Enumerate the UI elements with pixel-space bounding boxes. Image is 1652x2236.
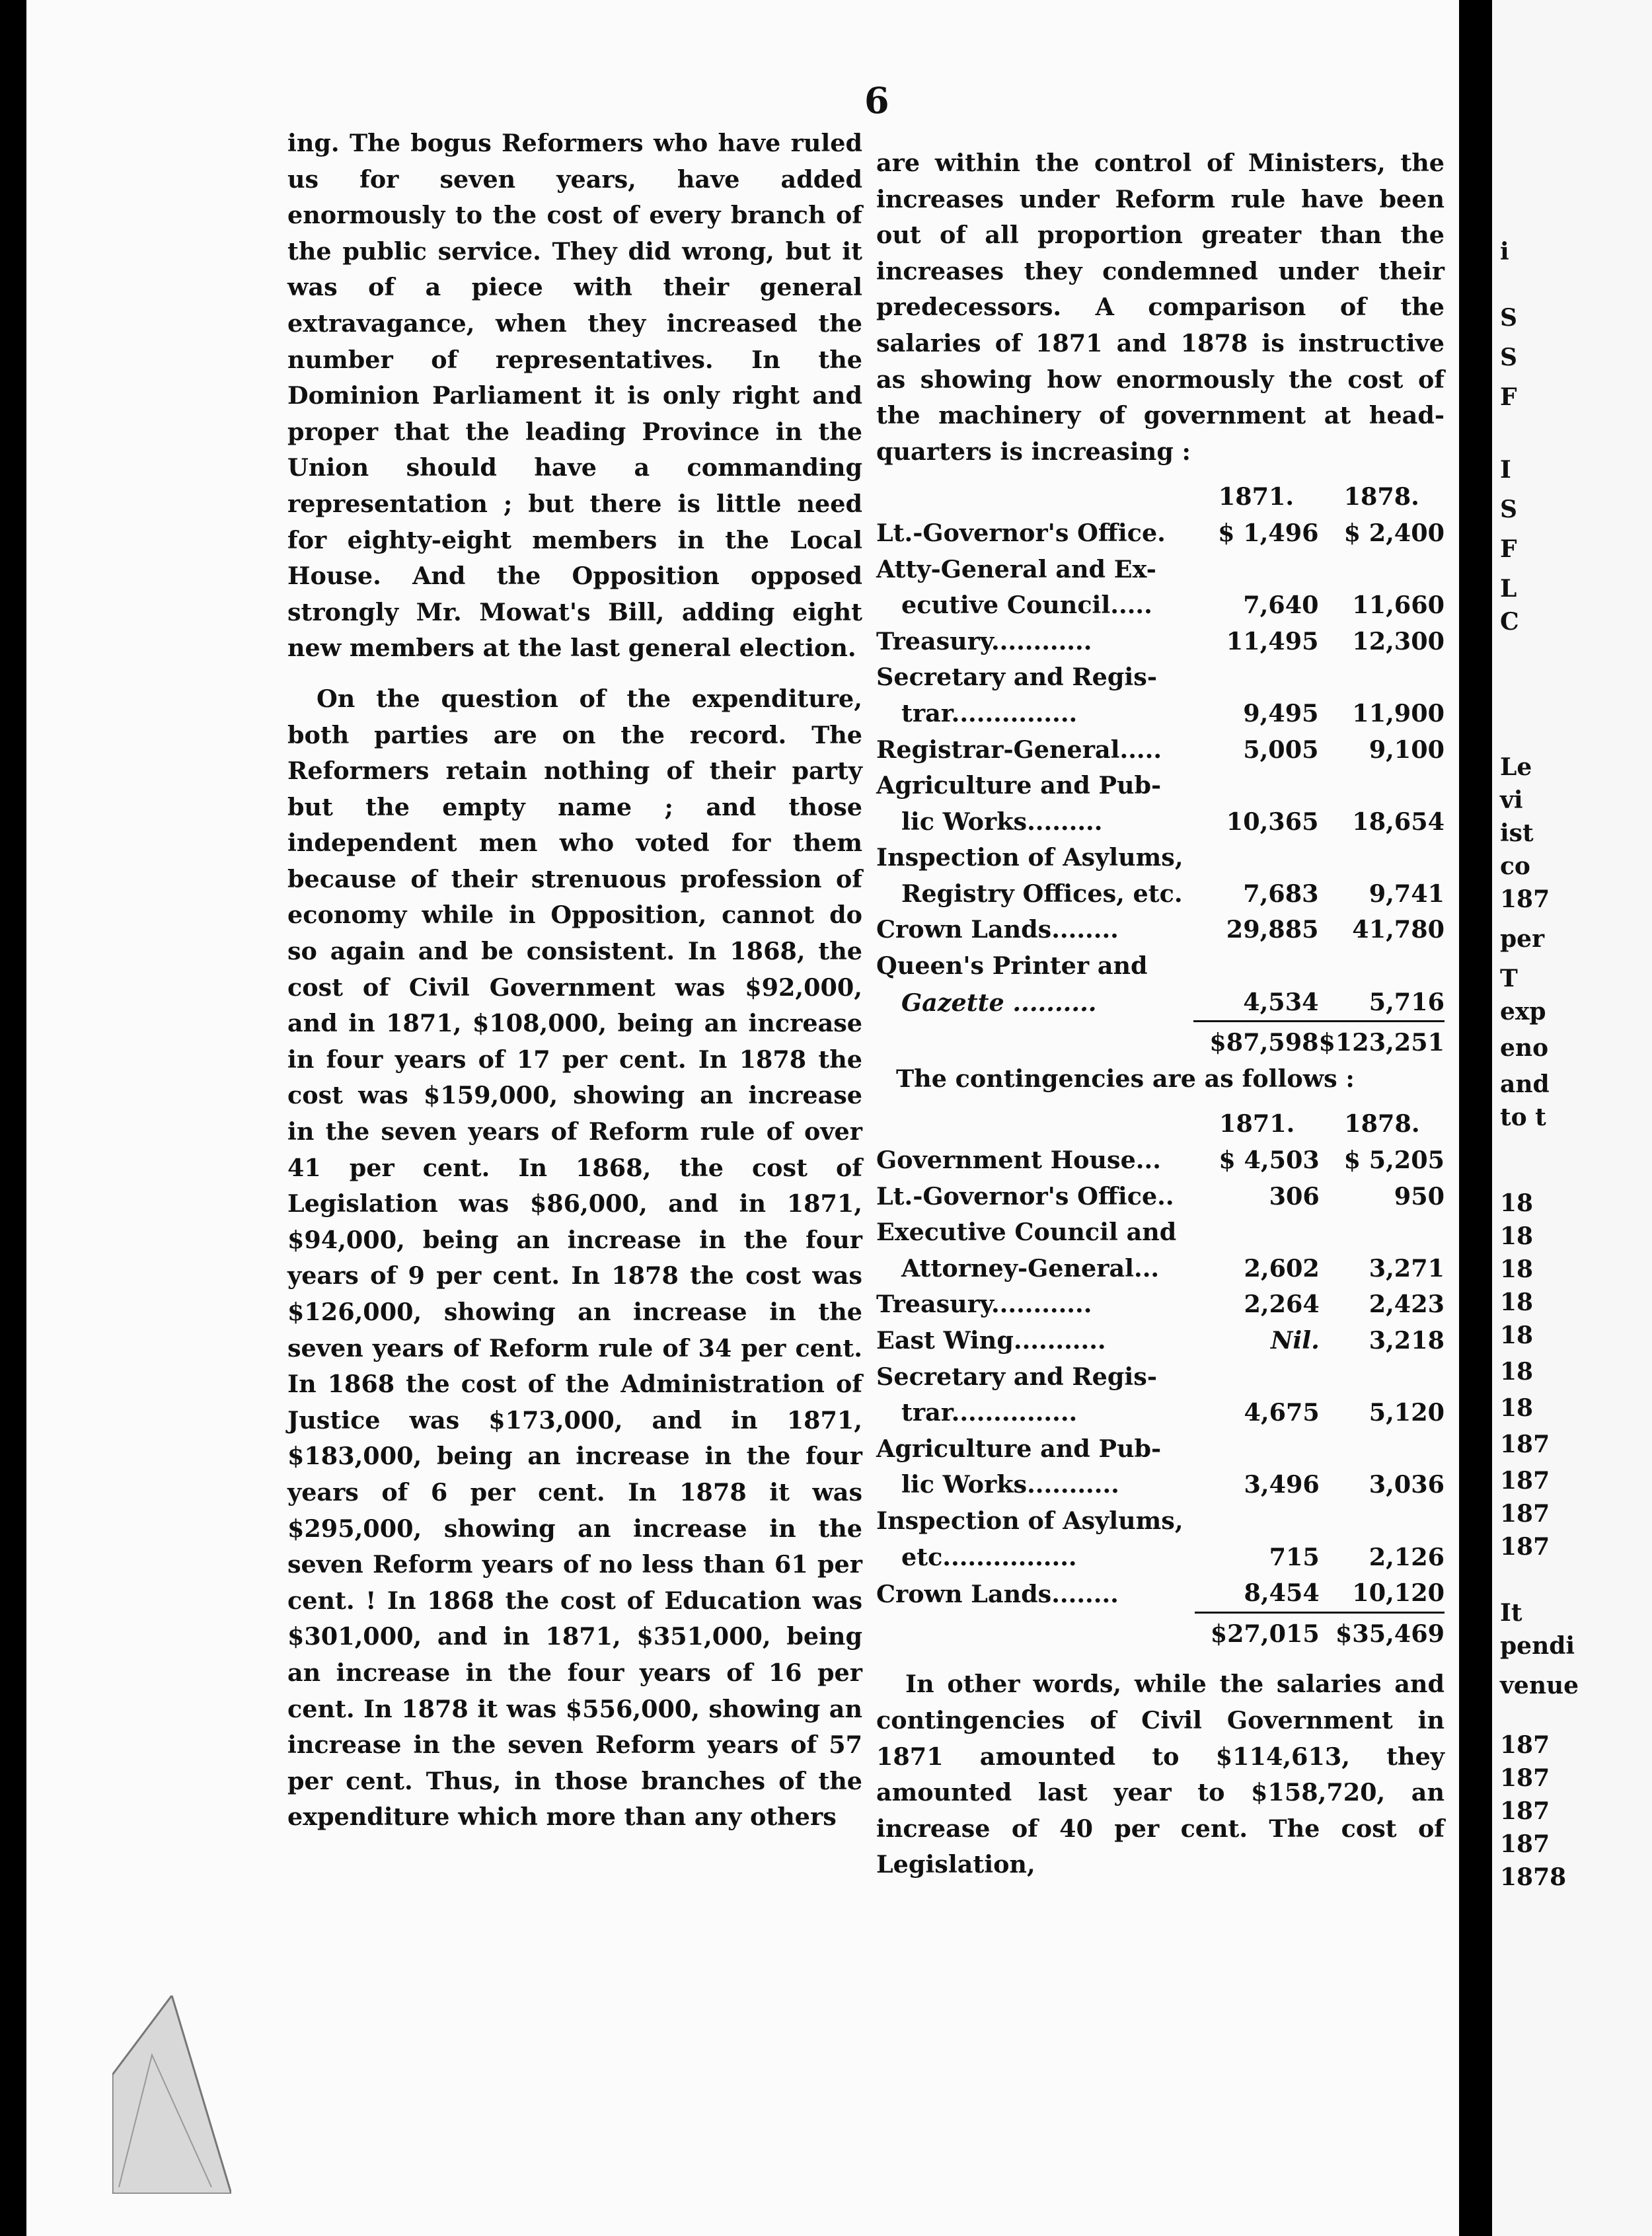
salaries-row-value-1878 <box>1319 659 1445 696</box>
contingencies-row-value-1878 <box>1320 1431 1445 1468</box>
salaries-row-value-1878: 41,780 <box>1352 915 1445 944</box>
salaries-row <box>876 948 1445 985</box>
next-page-fragment: 18 <box>1500 1189 1534 1217</box>
next-page-fragment: S <box>1500 344 1517 371</box>
next-page-fragment: 187 <box>1500 1830 1550 1858</box>
contingencies-header-row <box>876 1106 1445 1142</box>
salaries-row <box>876 912 1445 948</box>
salaries-col-1871: 1871. <box>1218 482 1295 511</box>
next-page-fragment: 1878 <box>1500 1863 1567 1891</box>
salaries-total-1871: $87,598 <box>1193 1022 1318 1061</box>
contingencies-row-value-1878: $ 5,205 <box>1343 1146 1445 1175</box>
right-closing-paragraph: In other words, while the salaries and contingencies of Civil Government in 1871 amounted to $114,613, they amounted last year to $158,720, an increase of 40 per cent. The cost of Legislation, <box>876 1670 1445 1879</box>
contingencies-row <box>876 1142 1445 1179</box>
contingencies-total-1878: $35,469 <box>1320 1612 1445 1652</box>
salaries-row-label: Crown Lands........ <box>876 915 1119 944</box>
contingencies-row-value-1871: 306 <box>1269 1181 1320 1211</box>
salaries-row-label: Registry Offices, etc. <box>901 879 1183 908</box>
salaries-row-label: Agriculture and Pub- <box>876 771 1162 800</box>
salaries-row <box>876 696 1445 732</box>
next-page-fragment: 187 <box>1500 1764 1550 1792</box>
contingencies-row <box>876 1214 1445 1251</box>
salaries-row-value-1871: 9,495 <box>1243 698 1319 727</box>
salaries-row-value-1878 <box>1319 948 1445 985</box>
contingencies-row <box>876 1431 1445 1468</box>
contingencies-table <box>876 1106 1445 1652</box>
next-page-fragment: 187 <box>1500 1467 1550 1495</box>
next-page-fragment: 187 <box>1500 1533 1550 1561</box>
contingencies-row-value-1871: 2,602 <box>1244 1253 1320 1283</box>
next-page-fragment: ist <box>1500 819 1534 847</box>
right-column <box>876 145 1445 1883</box>
next-page-fragment: F <box>1500 535 1517 563</box>
next-page-fragment: C <box>1500 608 1519 636</box>
contingencies-row-value-1871 <box>1195 1214 1320 1251</box>
salaries-row <box>876 515 1445 552</box>
salaries-row-value-1871: 7,683 <box>1243 879 1319 908</box>
salaries-row-value-1871: 29,885 <box>1226 915 1319 944</box>
salaries-row-value-1871 <box>1193 948 1318 985</box>
salaries-row-value-1878: $ 2,400 <box>1343 518 1445 547</box>
contingencies-row-value-1878 <box>1320 1503 1445 1540</box>
contingencies-row <box>876 1323 1445 1359</box>
contingencies-row-label: Inspection of Asylums, <box>876 1506 1183 1535</box>
salaries-col-1878: 1878. <box>1343 482 1419 511</box>
next-page-fragment: 187 <box>1500 1431 1550 1458</box>
next-page-fragment: I <box>1500 456 1511 484</box>
contingencies-row-value-1871 <box>1195 1431 1320 1468</box>
contingencies-row-label: Agriculture and Pub- <box>876 1434 1162 1463</box>
right-intro-paragraph: are within the control of Ministers, the increases under Reform rule have been out of all proportion greater than the increases they condemned under their predecessors. A comparison of the salaries of 1871 and 1878 is instructive as showing how enormously the cost of the machinery of government at head-quarters is increasing : <box>876 149 1445 466</box>
contingencies-row <box>876 1179 1445 1215</box>
salaries-row-value-1878: 5,716 <box>1369 987 1445 1016</box>
next-page-fragment: 18 <box>1500 1322 1534 1349</box>
next-page-fragment: venue <box>1500 1672 1579 1699</box>
contingencies-col-1878: 1878. <box>1344 1109 1420 1138</box>
next-page-fragment: It <box>1500 1599 1522 1627</box>
next-page-fragment: pendi <box>1500 1632 1575 1660</box>
next-page-fragment: 18 <box>1500 1358 1534 1386</box>
contingencies-row-label: East Wing........... <box>876 1326 1106 1355</box>
next-page-fragment: 187 <box>1500 1797 1550 1825</box>
contingencies-row-label: Attorney-General... <box>901 1253 1160 1283</box>
salaries-row-value-1878 <box>1319 768 1445 804</box>
salaries-row <box>876 768 1445 804</box>
salaries-row <box>876 804 1445 840</box>
contingencies-row-value-1878: 2,126 <box>1369 1542 1445 1571</box>
salaries-total-row <box>876 1022 1445 1061</box>
contingencies-row <box>876 1359 1445 1396</box>
page-number: 6 <box>864 79 889 122</box>
contingencies-row <box>876 1467 1445 1503</box>
salaries-row-value-1871 <box>1193 552 1318 588</box>
salaries-row-value-1878: 11,900 <box>1352 698 1445 727</box>
contingencies-col-1871: 1871. <box>1219 1109 1295 1138</box>
next-page-fragment: S <box>1500 304 1517 332</box>
contingencies-row-value-1871: $ 4,503 <box>1219 1146 1320 1175</box>
salaries-row-label: Gazette .......... <box>901 988 1097 1018</box>
contingencies-row-value-1871 <box>1195 1503 1320 1540</box>
contingencies-row-value-1878 <box>1320 1359 1445 1396</box>
contingencies-caption: The contingencies are as follows : <box>896 1064 1355 1093</box>
page-fold-corner <box>112 1995 231 2194</box>
left-paragraph-2: On the question of the expenditure, both parties are on the record. The Reformers retain nothing of their party but the empty name ; and those independent men who voted for them because of their strenuous profession of economy while in Opposition, cannot do so again and be consistent. In 1868, the cost of Civil Government was $92,000, and in 1871, $108,000, being an increase in four years of 17 per cent. In 1878 the cost was $159,000, showing an increase in the seven years of Reform rule of over 41 per cent. In 1868, the cost of Legislation was $86,000, and in 1871, $94,000, being an increase in the four years of 9 per cent. In 1878 the cost was $126,000, showing an increase in the seven years of Reform rule of 34 per cent. In 1868 the cost of the Administration of Justice was $173,000, and in 1871, $183,000, being an increase in the four years of 6 per cent. In 1878 it was $295,000, showing an increase in the seven Reform years of no less than 61 per cent. ! In 1868 the cost of Education was $301,000, and in 1871, $351,000, being an increase in the four years of 16 per cent. In 1878 it was $556,000, showing an increase in the seven Reform years of 57 per cent. Thus, in those branches of the expenditure which more than any others <box>287 684 862 1832</box>
next-page-fragment: L <box>1500 575 1517 603</box>
left-paragraph-1: ing. The bogus Reformers who have ruled us for seven years, have added enormously to the cost of every branch of the public service. They did wrong, but it was of a piece with their general extravagance, when they increased the number of representatives. In the Dominion Parliament it is only right and proper that the leading Province in the Union should have a commanding representation ; but there is little need for eighty-eight members in the Local House. And the Opposition opposed strongly Mr. Mowat's Bill, adding eight new members at the last general election. <box>287 129 862 663</box>
salaries-row-label: trar............... <box>901 698 1078 727</box>
contingencies-row-value-1871: 4,675 <box>1244 1398 1320 1427</box>
left-column <box>287 126 862 1836</box>
salaries-row-value-1878: 9,100 <box>1369 735 1445 764</box>
salaries-row-label: Inspection of Asylums, <box>876 843 1183 872</box>
contingencies-total-row <box>876 1612 1445 1652</box>
page <box>26 0 1459 2236</box>
salaries-row-value-1878 <box>1319 552 1445 588</box>
contingencies-row <box>876 1503 1445 1540</box>
next-page-fragment: S <box>1500 496 1517 523</box>
contingencies-row-value-1878: 950 <box>1394 1181 1445 1211</box>
contingencies-row-label: Secretary and Regis- <box>876 1362 1157 1391</box>
next-page-fragment: co <box>1500 852 1530 880</box>
next-page-fragment: Le <box>1500 753 1532 781</box>
salaries-row-label: Registrar-General..... <box>876 735 1162 764</box>
next-page-fragment: exp <box>1500 998 1546 1025</box>
salaries-row-label: Lt.-Governor's Office. <box>876 518 1166 547</box>
contingencies-row-value-1878: 2,423 <box>1369 1290 1445 1319</box>
salaries-row <box>876 659 1445 696</box>
salaries-row-label: ecutive Council..... <box>901 591 1152 620</box>
salaries-row-value-1871 <box>1193 840 1318 876</box>
salaries-row-value-1871: 7,640 <box>1243 591 1319 620</box>
next-page-fragment: 187 <box>1500 1731 1550 1759</box>
salaries-row-label: lic Works......... <box>901 807 1103 836</box>
salaries-row-value-1871: 11,495 <box>1226 626 1319 655</box>
contingencies-row-value-1878: 3,218 <box>1369 1326 1445 1355</box>
salaries-row <box>876 985 1445 1022</box>
salaries-row-value-1871 <box>1193 659 1318 696</box>
salaries-row-value-1871: 10,365 <box>1226 807 1319 836</box>
salaries-header-row <box>876 479 1445 515</box>
salaries-total-1878: $123,251 <box>1319 1022 1445 1061</box>
salaries-row <box>876 587 1445 624</box>
contingencies-row-label: trar............... <box>901 1398 1078 1427</box>
contingencies-row <box>876 1286 1445 1323</box>
contingencies-row <box>876 1575 1445 1612</box>
contingencies-row-value-1871: Nil. <box>1270 1326 1320 1355</box>
contingencies-row-label: Treasury............ <box>876 1290 1092 1319</box>
salaries-row <box>876 840 1445 876</box>
contingencies-row-value-1871: 715 <box>1269 1542 1320 1571</box>
salaries-row-label: Atty-General and Ex- <box>876 554 1156 583</box>
salaries-row-value-1871: 5,005 <box>1243 735 1319 764</box>
contingencies-row-value-1878: 10,120 <box>1352 1579 1445 1608</box>
next-page-fragment: and <box>1500 1070 1550 1098</box>
next-page-fragment: 187 <box>1500 885 1550 913</box>
contingencies-row-value-1878: 5,120 <box>1369 1398 1445 1427</box>
contingencies-row <box>876 1540 1445 1576</box>
contingencies-row-value-1871: 8,454 <box>1244 1579 1320 1608</box>
salaries-row-value-1871 <box>1193 768 1318 804</box>
next-page-fragment: 18 <box>1500 1288 1534 1316</box>
salaries-row-value-1878: 18,654 <box>1352 807 1445 836</box>
next-page-fragment: F <box>1500 383 1517 411</box>
next-page-fragment: eno <box>1500 1034 1549 1062</box>
contingencies-row <box>876 1395 1445 1431</box>
salaries-row-value-1878: 11,660 <box>1352 591 1445 620</box>
next-page-fragment: i <box>1500 238 1509 266</box>
contingencies-total-1871: $27,015 <box>1195 1612 1320 1652</box>
salaries-row-value-1871: $ 1,496 <box>1218 518 1319 547</box>
contingencies-row-value-1871: 2,264 <box>1244 1290 1320 1319</box>
contingencies-row-value-1871 <box>1195 1359 1320 1396</box>
next-page-fragment: to t <box>1500 1103 1546 1131</box>
contingencies-row-value-1878 <box>1320 1214 1445 1251</box>
next-page-fragment: vi <box>1500 786 1523 814</box>
next-page-fragment: 18 <box>1500 1394 1534 1422</box>
next-page-fragment: 187 <box>1500 1500 1550 1528</box>
next-page-fragment: per <box>1500 925 1545 953</box>
contingencies-row-value-1878: 3,036 <box>1369 1470 1445 1499</box>
contingencies-row-value-1878: 3,271 <box>1369 1253 1445 1283</box>
salaries-table <box>876 479 1445 1061</box>
contingencies-row-value-1871: 3,496 <box>1244 1470 1320 1499</box>
salaries-row <box>876 552 1445 588</box>
next-page-fragment: 18 <box>1500 1255 1534 1283</box>
contingencies-row-label: Government House... <box>876 1146 1161 1175</box>
contingencies-row <box>876 1251 1445 1287</box>
contingencies-row-label: etc................ <box>901 1542 1077 1571</box>
salaries-row-label: Queen's Printer and <box>876 951 1148 981</box>
contingencies-row-label: lic Works........... <box>901 1470 1119 1499</box>
salaries-row-value-1871: 4,534 <box>1243 987 1319 1016</box>
salaries-row-value-1878: 9,741 <box>1369 879 1445 908</box>
salaries-row <box>876 732 1445 768</box>
next-page-fragment: 18 <box>1500 1222 1534 1250</box>
salaries-row-value-1878 <box>1319 840 1445 876</box>
salaries-row <box>876 624 1445 660</box>
salaries-row-label: Secretary and Regis- <box>876 663 1157 692</box>
next-page-fragment: T <box>1500 965 1518 992</box>
salaries-row-label: Treasury............ <box>876 626 1092 655</box>
contingencies-row-label: Executive Council and <box>876 1218 1177 1247</box>
salaries-row-value-1878: 12,300 <box>1352 626 1445 655</box>
contingencies-row-label: Crown Lands........ <box>876 1579 1119 1608</box>
contingencies-row-label: Lt.-Governor's Office.. <box>876 1181 1174 1211</box>
salaries-row <box>876 876 1445 913</box>
